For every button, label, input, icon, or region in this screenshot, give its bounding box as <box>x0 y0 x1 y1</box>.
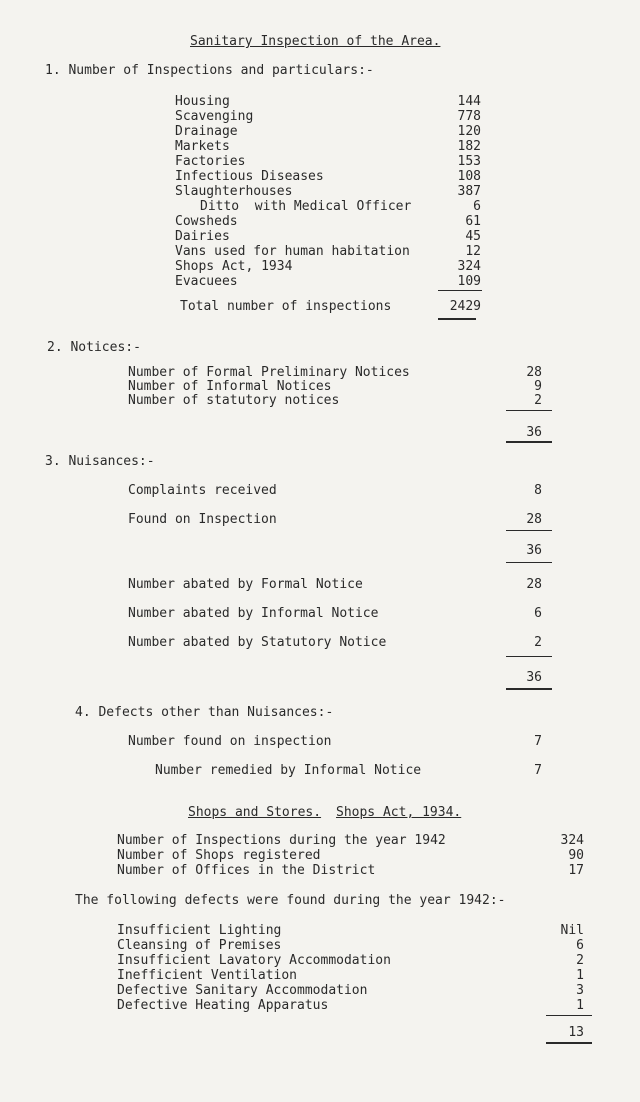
list-item-label: Number remedied by Informal Notice <box>155 763 422 778</box>
list-item-label: Number abated by Formal Notice <box>128 577 363 592</box>
shops-heading: Shops and Stores. <box>188 805 322 820</box>
list-item-value: 1 <box>576 968 584 983</box>
list-item-label: Evacuees <box>175 274 238 289</box>
list-item-value: 324 <box>457 259 481 274</box>
divider <box>546 1015 592 1016</box>
divider <box>546 1042 592 1044</box>
list-item-label: Housing <box>175 94 230 109</box>
list-item-value: 45 <box>465 229 481 244</box>
list-item-label: Complaints received <box>128 483 277 498</box>
divider <box>506 410 552 411</box>
list-item-value: 28 <box>526 577 542 592</box>
list-item-value: Nil <box>560 923 584 938</box>
list-item-label: Number of Informal Notices <box>128 379 332 394</box>
list-item-label: Ditto with Medical Officer <box>200 199 412 214</box>
list-item-value: 90 <box>568 848 584 863</box>
list-item-label: Number of Inspections during the year 1942 <box>117 833 446 848</box>
list-item-value: 109 <box>457 274 481 289</box>
list-item-value: 144 <box>457 94 481 109</box>
list-item-value: 7 <box>534 734 542 749</box>
list-item-value: 9 <box>534 379 542 394</box>
section2-heading: 2. Notices:- <box>47 340 141 355</box>
list-item-value: 2 <box>534 393 542 408</box>
list-item-value: 182 <box>457 139 481 154</box>
list-item-value: 108 <box>457 169 481 184</box>
shops-act-heading: Shops Act, 1934. <box>336 805 462 820</box>
total-value: 2429 <box>449 299 481 314</box>
list-item-value: 778 <box>457 109 481 124</box>
list-item-label: Number of Shops registered <box>117 848 321 863</box>
list-item-label: Infectious Diseases <box>175 169 324 184</box>
list-item-value: 2 <box>534 635 542 650</box>
list-item-label: Slaughterhouses <box>175 184 293 199</box>
list-item-value: 120 <box>457 124 481 139</box>
total-value: 36 <box>526 670 542 685</box>
list-item-label: Number abated by Informal Notice <box>128 606 379 621</box>
divider <box>506 562 552 563</box>
total-value: 36 <box>526 425 542 440</box>
list-item-label: Number abated by Statutory Notice <box>128 635 387 650</box>
list-item-value: 8 <box>534 483 542 498</box>
list-item-value: 387 <box>457 184 481 199</box>
list-item-value: 28 <box>526 365 542 380</box>
list-item-label: Scavenging <box>175 109 254 124</box>
list-item-label: Number of Formal Preliminary Notices <box>128 365 410 380</box>
list-item-label: Number of statutory notices <box>128 393 340 408</box>
list-item-label: Vans used for human habitation <box>175 244 410 259</box>
list-item-value: 61 <box>465 214 481 229</box>
list-item-label: Dairies <box>175 229 230 244</box>
list-item-label: Drainage <box>175 124 238 139</box>
defects-intro: The following defects were found during the year 1942:- <box>75 893 506 908</box>
list-item-label: Factories <box>175 154 246 169</box>
list-item-label: Found on Inspection <box>128 512 277 527</box>
subtotal-value: 36 <box>526 543 542 558</box>
list-item-value: 324 <box>560 833 584 848</box>
list-item-value: 2 <box>576 953 584 968</box>
list-item-label: Shops Act, 1934 <box>175 259 293 274</box>
divider <box>506 656 552 657</box>
section3-heading: 3. Nuisances:- <box>45 454 155 469</box>
list-item-label: Cleansing of Premises <box>117 938 282 953</box>
list-item-value: 17 <box>568 863 584 878</box>
total-label: Total number of inspections <box>180 299 392 314</box>
section4-heading: 4. Defects other than Nuisances:- <box>75 705 334 720</box>
list-item-value: 12 <box>465 244 481 259</box>
list-item-value: 6 <box>534 606 542 621</box>
list-item-value: 3 <box>576 983 584 998</box>
total-value: 13 <box>568 1025 584 1040</box>
list-item-label: Inefficient Ventilation <box>117 968 298 983</box>
page-title: Sanitary Inspection of the Area. <box>190 34 441 49</box>
list-item-label: Number of Offices in the District <box>117 863 376 878</box>
divider <box>438 290 482 291</box>
divider <box>438 318 476 320</box>
list-item-value: 1 <box>576 998 584 1013</box>
list-item-value: 7 <box>534 763 542 778</box>
list-item-value: 6 <box>473 199 481 214</box>
divider <box>506 441 552 443</box>
list-item-label: Insufficient Lighting <box>117 923 282 938</box>
list-item-label: Insufficient Lavatory Accommodation <box>117 953 391 968</box>
list-item-label: Defective Sanitary Accommodation <box>117 983 368 998</box>
divider <box>506 530 552 531</box>
section1-heading: 1. Number of Inspections and particulars:- <box>45 63 374 78</box>
list-item-value: 28 <box>526 512 542 527</box>
list-item-value: 6 <box>576 938 584 953</box>
list-item-label: Markets <box>175 139 230 154</box>
list-item-label: Number found on inspection <box>128 734 332 749</box>
list-item-label: Cowsheds <box>175 214 238 229</box>
list-item-label: Defective Heating Apparatus <box>117 998 329 1013</box>
list-item-value: 153 <box>457 154 481 169</box>
divider <box>506 688 552 690</box>
